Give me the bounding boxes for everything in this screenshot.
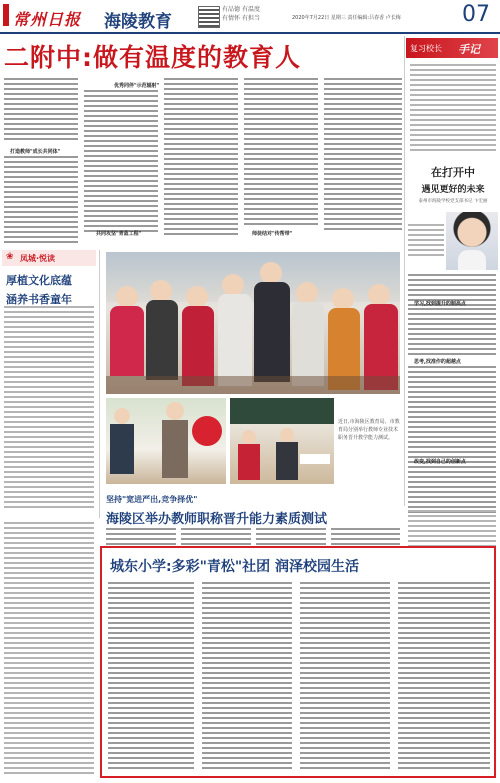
- main-headline: 二附中:做有温度的教育人: [4, 43, 301, 72]
- lead-subhead-2: 优秀同伴"示范辐射": [114, 83, 160, 89]
- newspaper-logo: [3, 4, 89, 30]
- slogan-1: 有品德: [222, 6, 241, 13]
- logo-text: 常州日报: [13, 10, 82, 29]
- column-title: 在打开中 遇见更好的未来 泰州市海陵学校党支部书记 卞宏丽: [418, 166, 488, 204]
- classroom-photo-1: [106, 398, 226, 484]
- principal-column: [406, 36, 500, 506]
- middle-story-title: 海陵区举办教师职称晋升能力素质测试: [106, 512, 328, 527]
- bottom-story-box: [100, 546, 496, 778]
- left-column-continuation: [4, 522, 94, 777]
- page-number: 07: [462, 2, 490, 27]
- lead-story: [4, 78, 402, 248]
- slogan-4: 有担当: [241, 15, 260, 22]
- lead-subhead-4: 师徒结对"传帮带": [252, 231, 293, 237]
- slogan-links: [222, 5, 278, 23]
- sidebar-tag: ❀ 凤城·悦读: [2, 250, 96, 266]
- middle-story-kicker: 坚持"宽进严出,竞争择优": [106, 495, 198, 504]
- qr-code-icon: [198, 6, 220, 28]
- column-subhead-3: 改变,找到自己的创新点: [414, 459, 466, 465]
- masthead: [0, 0, 500, 36]
- classroom-photo-2: [230, 398, 334, 484]
- left-sidebar: [0, 250, 98, 515]
- photo-caption: 近日,市海陵区教育局、市教育局分别举行教师专业技术职务晋升教学能力测试。: [338, 419, 400, 441]
- sidebar-title: 厚植文化底蕴 涵养书香童年: [6, 274, 72, 306]
- bottom-story-title: 城东小学:多彩"青松"社团 润泽校园生活: [110, 559, 360, 575]
- lead-subhead-1: 打造教师"成长共同体": [10, 149, 61, 155]
- group-photo: [106, 252, 400, 394]
- column-tag: 复习校长 手记: [406, 38, 498, 58]
- author-portrait: [446, 212, 498, 270]
- slogan-3: 有情怀: [222, 15, 241, 22]
- column-subhead-2: 思考,找准作的超越点: [414, 359, 461, 365]
- slogan-2: 有温度: [241, 6, 260, 13]
- flower-icon: ❀: [6, 252, 14, 262]
- date-line: 2020年7月22日 星期三 责任编辑:吕春香 卢长梅: [292, 15, 401, 21]
- section-title: 海陵教育: [104, 12, 172, 32]
- lead-subhead-3: 共同攻坚"青蓝工程": [96, 231, 142, 237]
- column-subhead-1: 学习,找到提升的制高点: [414, 301, 466, 307]
